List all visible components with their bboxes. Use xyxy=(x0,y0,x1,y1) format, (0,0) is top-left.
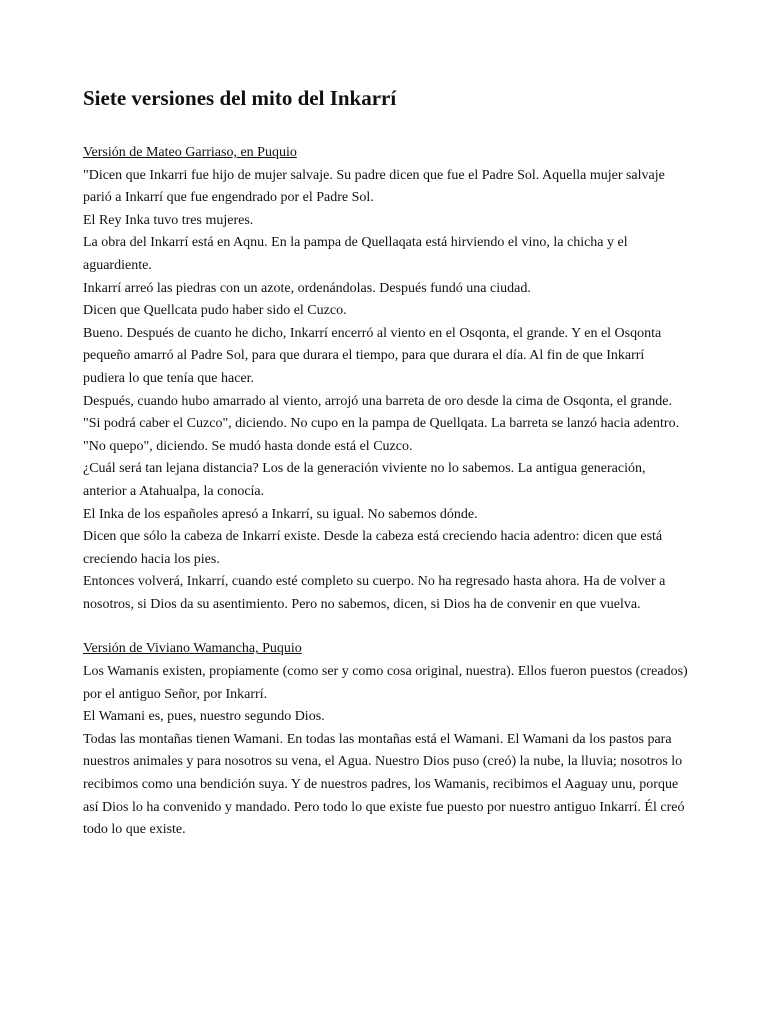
paragraph: ¿Cuál será tan lejana distancia? Los de la generación viviente no lo sabemos. La antigua generación, anterior a Atahualpa, la conocía. xyxy=(83,461,646,499)
document-page xyxy=(83,84,688,864)
section-viviano-wamancha xyxy=(83,638,688,841)
section-heading: Versión de Mateo Garriaso, en Puquio xyxy=(83,145,297,160)
paragraph: Inkarrí arreó las piedras con un azote, ordenándolas. Después fundó una ciudad. xyxy=(83,280,531,296)
document-title: Siete versiones del mito del Inkarrí xyxy=(83,86,397,110)
paragraph: Los Wamanis existen, propiamente (como ser y como cosa original, nuestra). Ellos fueron puestos (creados) por el antiguo Señor, por Inkarrí. xyxy=(83,664,688,702)
paragraph: El Wamani es, pues, nuestro segundo Dios. xyxy=(83,709,325,725)
paragraph: "Dicen que Inkarri fue hijo de mujer salvaje. Su padre dicen que fue el Padre Sol. Aquella mujer salvaje parió a Inkarrí que fue engendrado por el Padre Sol. xyxy=(83,167,665,206)
paragraph: La obra del Inkarrí está en Aqnu. En la pampa de Quellaqata está hirviendo el vino, la chicha y el aguardiente. xyxy=(83,235,628,273)
paragraph: Bueno. Después de cuanto he dicho, Inkarrí encerró al viento en el Osqonta, el grande. Y en el Osqonta pequeño amarró al Padre Sol, para que durara el tiempo, para que durara el día. Al fin de que Inkarrí pudiera lo que tenía que hacer. xyxy=(83,325,662,386)
paragraph: Todas las montañas tienen Wamani. En todas las montañas está el Wamani. El Wamani da los pastos para nuestros animales y para nosotros su vena, el Agua. Nuestro Dios puso (creó) la nube, la lluvia; nosotros lo recibimos como una bendición suya. Y de nuestros padres, los Wamanis, recibimos el Aaguay unu, porque así Dios lo ha convenido y mandado. Pero todo lo que existe fue puesto por nuestro antiguo Inkarrí. Él creó todo lo que existe. xyxy=(83,731,685,838)
paragraph: Dicen que Quellcata pudo haber sido el Cuzco. xyxy=(83,303,347,319)
paragraph: Dicen que sólo la cabeza de Inkarrí existe. Desde la cabeza está creciendo hacia adentro: dicen que está creciendo hacia los pies. xyxy=(83,529,663,567)
paragraph: El Rey Inka tuvo tres mujeres. xyxy=(83,212,254,228)
paragraph: Entonces volverá, Inkarrí, cuando esté completo su cuerpo. No ha regresado hasta ahora. Ha de volver a nosotros, si Dios da su asentimiento. Pero no sabemos, dicen, si Dios ha de convenir en que vuelva. xyxy=(83,574,666,612)
section-mateo-garriaso xyxy=(83,142,688,616)
paragraph: Después, cuando hubo amarrado al viento, arrojó una barreta de oro desde la cima de Osqonta, el grande. "Si podrá caber el Cuzco", diciendo. No cupo en la pampa de Quellqata. La barreta se lanzó hacia adentro. "No quepo", diciendo. Se mudó hasta donde está el Cuzco. xyxy=(83,393,680,454)
paragraph: El Inka de los españoles apresó a Inkarrí, su igual. No sabemos dónde. xyxy=(83,506,478,522)
section-heading: Versión de Viviano Wamancha, Puquio xyxy=(83,641,302,657)
